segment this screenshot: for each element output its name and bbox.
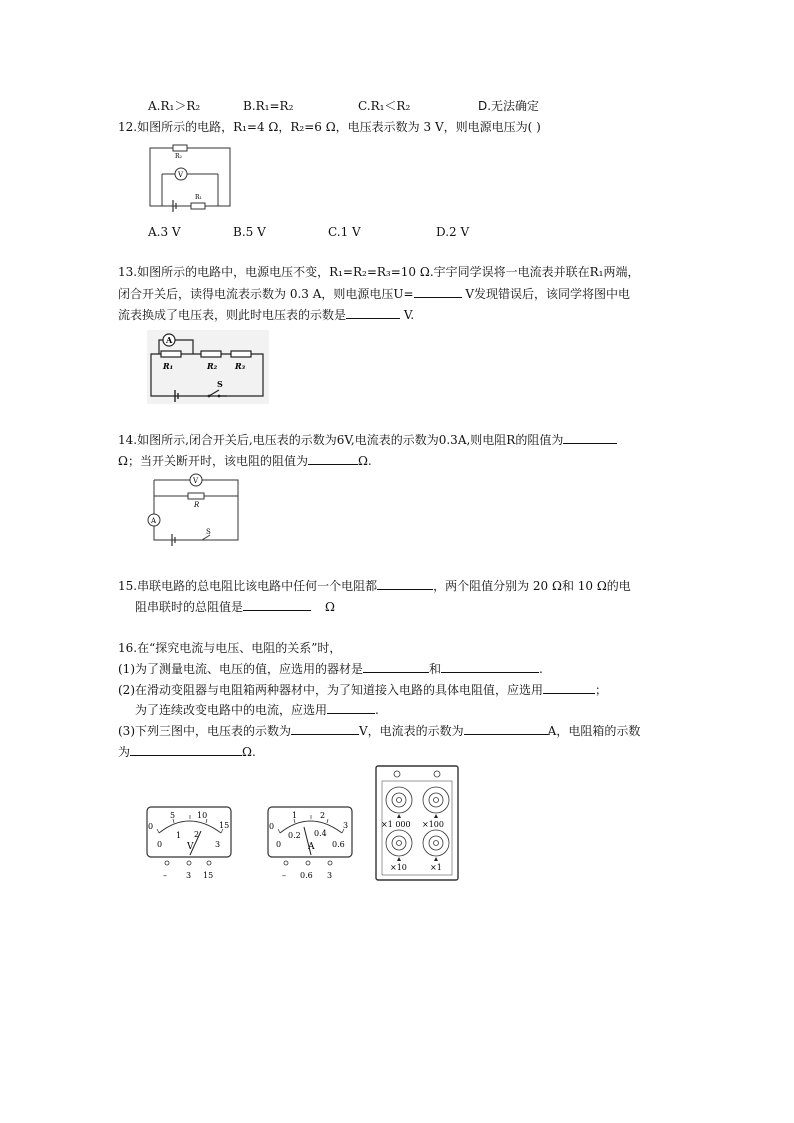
- q15-line2-text-b: Ω: [325, 600, 335, 614]
- voltmeter-figure: [145, 805, 237, 885]
- q15-blank-compare[interactable]: [377, 576, 433, 590]
- box-multiplier-1: ×1: [430, 863, 442, 872]
- q13-blank-voltmeter[interactable]: [346, 305, 400, 319]
- q16-blank-instrument2[interactable]: [441, 659, 539, 673]
- q16-part3-text-b: V，电流表的示数为: [359, 724, 464, 738]
- voltmeter-unit: V: [187, 842, 194, 852]
- box-multiplier-100: ×100: [422, 820, 444, 829]
- q11-option-d: D.无法确定: [478, 99, 540, 113]
- q14-blank-r-open[interactable]: [308, 451, 358, 465]
- q16-blank-instrument1[interactable]: [363, 659, 429, 673]
- q16-blank-resistance[interactable]: [130, 742, 242, 756]
- q16-part3-line2: [118, 742, 256, 761]
- ammeter-top-1: 1: [292, 811, 298, 820]
- ammeter-top-2: 2: [320, 811, 326, 820]
- ammeter-figure: [266, 805, 358, 885]
- q12-circuit-diagram: [145, 144, 235, 210]
- q16-part3-text: (3)下列三图中，电压表的示数为: [118, 724, 291, 738]
- q11-option-b: B.R₁=R₂: [243, 99, 294, 113]
- q12-option-a: A.3 V: [148, 225, 181, 239]
- ammeter-terminal-minus: –: [282, 871, 286, 880]
- voltmeter-top-15: 15: [219, 821, 230, 830]
- q12-fig-r2-label: R₂: [175, 153, 182, 160]
- q14-circuit-diagram: [146, 474, 242, 544]
- voltmeter-terminal-15: 15: [203, 871, 214, 880]
- q14-blank-r[interactable]: [563, 430, 617, 444]
- q12-fig-voltmeter-label: V: [178, 171, 184, 179]
- voltmeter-top-0: 0: [148, 822, 154, 831]
- q16-part2-text-b: 为了连续改变电路中的电流，应选用: [135, 703, 328, 717]
- q13-fig-switch-label: S: [217, 379, 223, 389]
- q16-part1-text: (1)为了测量电流、电压的值，应选用的器材是: [118, 662, 363, 676]
- q14-fig-ammeter-label: A: [151, 517, 157, 525]
- q13-line2-text-b: V发现错误后，该同学将图中电: [461, 287, 631, 301]
- q13-line2-text: 闭合开关后，读得电流表示数为 0.3 A，则电源电压U=: [118, 287, 414, 301]
- q13-fig-r1-label: R₁: [163, 361, 174, 371]
- q13-fig-r3-label: R₃: [235, 361, 246, 371]
- q16-part2: [118, 680, 607, 699]
- q16-part3-text-d: 为: [118, 745, 131, 759]
- q16-part2-end: .: [375, 703, 379, 717]
- ammeter-top-3: 3: [343, 821, 349, 830]
- q16-part3-end: Ω.: [242, 745, 256, 759]
- voltmeter-terminal-minus: –: [163, 871, 167, 880]
- q14-fig-voltmeter-label: V: [193, 477, 199, 485]
- q12-stem: 12.如图所示的电路，R₁=4 Ω，R₂=6 Ω，电压表示数为 3 V，则电源电压为( ): [118, 120, 541, 134]
- q16-blank-resistance-box[interactable]: [543, 680, 595, 694]
- q16-part2-semicolon: ；: [595, 683, 608, 697]
- ammeter-unit: A: [308, 842, 315, 852]
- q14-line1-text: 14.如图所示,闭合开关后,电压表的示数为6V,电流表的示数为0.3A,则电阻R的阻值为: [118, 433, 564, 447]
- ammeter-top-0: 0: [269, 822, 275, 831]
- q11-option-c: C.R₁＜R₂: [358, 99, 411, 113]
- q12-option-d: D.2 V: [436, 225, 470, 239]
- q15-line2-text: 阻串联时的总阻值是: [135, 600, 244, 614]
- resistance-box-figure: [375, 765, 459, 881]
- q12-option-b: B.5 V: [233, 225, 266, 239]
- voltmeter-bottom-0: 0: [157, 840, 163, 849]
- voltmeter-bottom-3: 3: [215, 840, 221, 849]
- box-multiplier-1000: ×1 000: [381, 820, 411, 829]
- q16-part2-line2: [135, 700, 379, 719]
- q16-stem: 16.在“探究电流与电压、电阻的关系”时，: [118, 641, 342, 655]
- q15-line1-text-b: ，两个阻值分别为 20 Ω和 10 Ω的电: [433, 579, 631, 593]
- q15-blank-total[interactable]: [243, 597, 311, 611]
- q16-blank-rheostat[interactable]: [327, 700, 375, 714]
- q14-line2: [118, 451, 372, 470]
- q14-fig-r-label: R: [194, 501, 200, 509]
- q13-line1: 13.如图所示的电路中，电源电压不变，R₁=R₂=R₃=10 Ω.宇宇同学误将一电流表并联在R₁两端，: [118, 265, 640, 279]
- ammeter-bottom-0.2: 0.2: [288, 831, 301, 840]
- ammeter-bottom-0: 0: [276, 840, 282, 849]
- q16-blank-voltage[interactable]: [291, 721, 359, 735]
- q14-line1: [118, 430, 617, 449]
- q15-line1: [118, 576, 631, 595]
- q13-line3: [118, 305, 414, 324]
- ammeter-bottom-0.4: 0.4: [314, 829, 327, 838]
- q12-fig-r1-label: R₁: [195, 194, 202, 201]
- q14-line2-text-b: Ω.: [357, 454, 372, 468]
- q15-line1-text: 15.串联电路的总电阻比该电路中任何一个电阻都: [118, 579, 378, 593]
- voltmeter-bottom-1: 1: [176, 831, 182, 840]
- q11-option-a: A.R₁＞R₂: [148, 99, 201, 113]
- voltmeter-top-10: 10: [197, 811, 208, 820]
- q16-part1-end: .: [539, 662, 543, 676]
- q16-part3-text-c: A，电阻箱的示数: [547, 724, 641, 738]
- q13-blank-u[interactable]: [414, 284, 462, 298]
- box-multiplier-10: ×10: [390, 863, 407, 872]
- q13-fig-r2-label: R₂: [207, 361, 218, 371]
- voltmeter-top-5: 5: [170, 811, 176, 820]
- q13-fig-ammeter-label: A: [166, 335, 173, 345]
- q16-part1-and: 和: [429, 662, 442, 676]
- q16-blank-current[interactable]: [464, 721, 548, 735]
- ammeter-terminal-0.6: 0.6: [300, 871, 313, 880]
- q13-line3-text: 流表换成了电压表，则此时电压表的示数是: [118, 308, 347, 322]
- ammeter-terminal-3: 3: [327, 871, 333, 880]
- q14-line2-text: Ω；当开关断开时，该电阻的阻值为: [118, 454, 308, 468]
- q13-line2: [118, 284, 630, 303]
- q14-fig-switch-label: S: [206, 528, 211, 536]
- voltmeter-bottom-2: 2: [194, 830, 200, 839]
- q15-line2: [135, 597, 335, 616]
- q13-circuit-diagram: [147, 330, 269, 404]
- q16-part1: [118, 659, 543, 678]
- q12-option-c: C.1 V: [328, 225, 361, 239]
- voltmeter-terminal-3: 3: [186, 871, 192, 880]
- ammeter-bottom-0.6: 0.6: [332, 840, 345, 849]
- q16-part3: [118, 721, 640, 740]
- q13-line3-text-b: V.: [400, 308, 415, 322]
- q16-part2-text: (2)在滑动变阻器与电阻箱两种器材中，为了知道接入电路的具体电阻值，应选用: [118, 683, 544, 697]
